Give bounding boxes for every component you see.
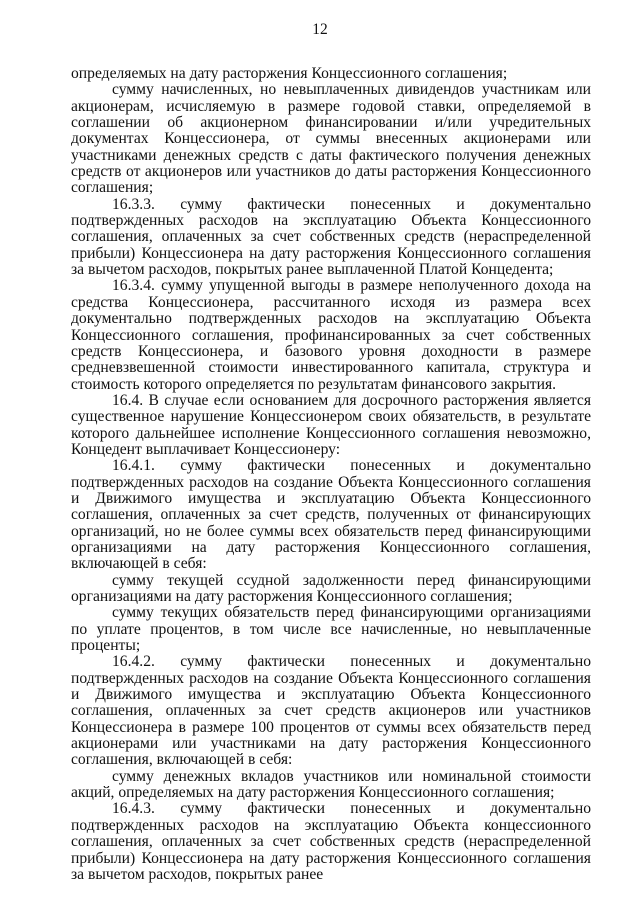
document-body [71,66,591,883]
paragraph: 16.3.3. сумму фактически понесенных и документально подтвержденных расходов на эксплуатацию Объекта Концессионного соглашения, оплаченных за счет собственных средств (нераспределенной прибыли) Концессионера на дату расторжения Концессионного соглашения за вычетом расходов, покрытых ранее выплаченной Платой Концедента; [71,195,591,279]
paragraph: сумму текущих обязательств перед финансирующими организациями по уплате процентов, в том числе все начисленные, но невыплаченные проценты; [71,604,591,655]
paragraph: 16.4.3. сумму фактически понесенных и документально подтвержденных расходов на эксплуатацию Объекта концессионного соглашения, оплаченных за счет собственных средств (нераспределенной прибыли) Концессионера на дату расторжения Концессионного соглашения за вычетом расходов, покрытых ранее [71,800,591,883]
paragraph: 16.4. В случае если основанием для досрочного расторжения является существенное нарушение Концессионером своих обязательств, в результате которого дальнейшее исполнение Концессионного соглашения невозможно, Концедент выплачивает Концессионеру: [71,391,591,458]
paragraph: 16.4.2. сумму фактически понесенных и документально подтвержденных расходов на создание Объекта Концессионного соглашения и Движимого имущества и эксплуатацию Объекта Концессионного соглашения, оплаченных за счет средств акционеров или участников Концессионера в размере 100 процентов от суммы всех обязательств перед акционерами или участниками на дату расторжения Концессионного соглашения, включающей в себя: [71,653,591,769]
paragraph: 16.3.4. сумму упущенной выгоды в размере неполученного дохода на средства Концессионера, рассчитанного исходя из размера всех документально подтвержденных расходов на эксплуатацию Объекта Концессионного соглашения, профинансированных за счет собственных средств Концессионера, и базового уровня доходности в размере средневзвешенной стоимости инвестированного капитала, структура и стоимость которого определяется по результатам финансового закрытия. [71,277,591,393]
page-number: 12 [312,21,328,38]
paragraph: сумму текущей ссудной задолженности перед финансирующими организациями на дату расторжения Концессионного соглашения; [71,571,591,605]
paragraph: сумму денежных вкладов участников или номинальной стоимости акций, определяемых на дату расторжения Концессионного соглашения; [71,767,591,802]
paragraph: определяемых на дату расторжения Концессионного соглашения; [71,65,508,82]
paragraph: 16.4.1. сумму фактически понесенных и документально подтвержденных расходов на создание Объекта Концессионного соглашения и Движимого имущества и эксплуатацию Объекта Концессионного соглашения, оплаченных за счет средств, полученных от финансирующих организаций, но не более суммы всех обязательств перед финансирующими организациями на дату расторжения Концессионного соглашения, включающей в себя: [71,457,591,573]
paragraph: сумму начисленных, но невыплаченных дивидендов участникам или акционерам, исчисляемую в размере годовой ставки, определяемой в соглашении об акционерном финансировании и/или учредительных документах Концессионера, от суммы внесенных акционерами или участниками денежных средств с даты фактического получения денежных средств от акционеров или участников до даты расторжения Концессионного соглашения; [71,81,591,197]
